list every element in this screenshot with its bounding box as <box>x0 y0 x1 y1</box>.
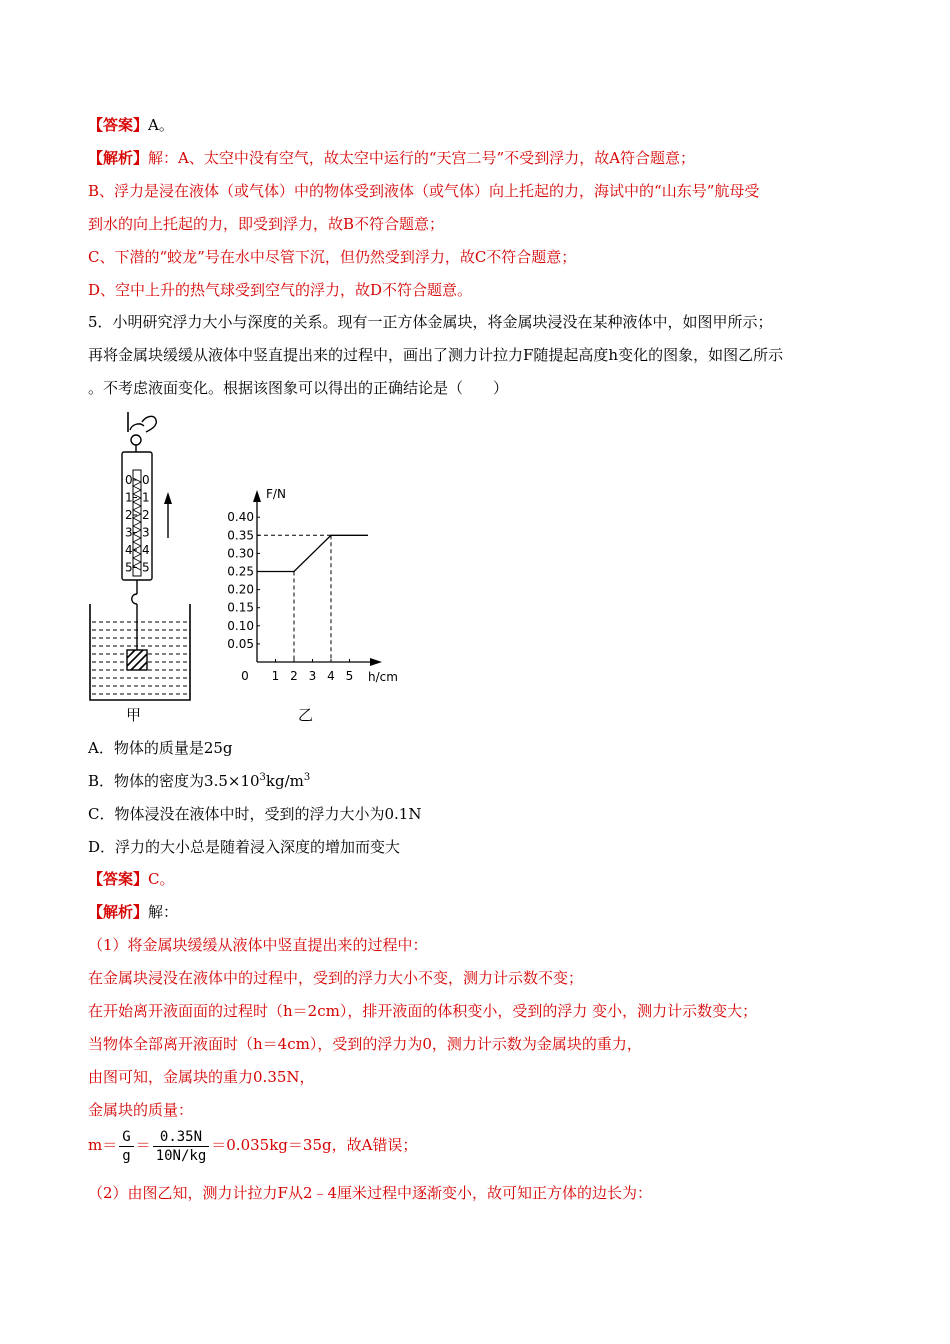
fraction-g-over-g <box>119 1128 133 1165</box>
fraction-weight-over-g <box>153 1128 210 1165</box>
y-tick-label: 0.35 <box>227 528 254 543</box>
scale-tick-label-right: 3 <box>142 525 150 540</box>
option-b-text: B．物体的密度为3.5×10 <box>88 772 260 790</box>
fraction-numerator: 0.35N <box>153 1128 210 1147</box>
option-a: A．物体的质量是25g <box>88 739 233 757</box>
x-tick-label: 1 <box>271 669 280 683</box>
figure-jia-caption: 甲 <box>126 706 142 724</box>
x-tick-label: 0 <box>241 669 249 683</box>
solution-line-2: 在金属块浸没在液体中的过程中，受到的浮力大小不变，测力计示数不变； <box>88 969 584 987</box>
y-axis-label: F/N <box>266 487 286 501</box>
option-c: C．物体浸没在液体中时，受到的浮力大小为0.1N <box>88 805 422 823</box>
metal-block <box>127 650 147 670</box>
figure-yi-chart <box>218 478 418 688</box>
y-tick-label: 0.25 <box>227 564 254 579</box>
y-tick-label: 0.05 <box>227 636 254 651</box>
scale-tick-label-right: 1 <box>142 490 150 505</box>
figure-yi-caption: 乙 <box>298 706 314 724</box>
scale-tick-label-left: 3 <box>125 525 133 540</box>
scale-tick-label-right: 0 <box>142 473 150 487</box>
scale-tick-label-right: 2 <box>142 508 150 522</box>
y-tick-label: 0.30 <box>227 546 254 561</box>
analysis-b-line1: B、浮力是浸在液体（或气体）中的物体受到液体（或气体）向上托起的力，海试中的“山东号”航母受 <box>88 182 760 200</box>
analysis-d-line: D、空中上升的热气球受到空气的浮力，故D不符合题意。 <box>88 281 473 299</box>
formula-suffix: ＝0.035kg＝35g，故A错误； <box>211 1136 418 1154</box>
mass-formula <box>88 1125 417 1165</box>
option-d: D．浮力的大小总是随着浸入深度的增加而变大 <box>88 838 401 856</box>
prev-answer-line <box>88 115 174 135</box>
solution-line-1: （1）将金属块缓缓从液体中竖直提出来的过程中： <box>88 936 428 954</box>
solution-analysis-label: 【解析】 <box>88 903 149 921</box>
scale-tick-label-left: 4 <box>125 543 133 557</box>
x-tick-label: 4 <box>327 669 335 683</box>
analysis-label: 【解析】 <box>88 149 149 167</box>
force-height-chart <box>218 478 418 688</box>
option-b-exponent: 3 <box>259 772 266 783</box>
formula-equals: ＝ <box>135 1136 151 1154</box>
solution-line-5: 由图可知，金属块的重力0.35N， <box>88 1068 315 1086</box>
y-axis-arrow <box>253 490 261 502</box>
x-tick-label: 3 <box>308 669 317 683</box>
x-tick-label: 5 <box>345 669 354 683</box>
scale-tick-label-right: 5 <box>142 560 150 575</box>
fraction-denominator: g <box>122 1147 131 1164</box>
prev-analysis-line <box>88 148 695 168</box>
solution-answer-value: C。 <box>148 870 175 888</box>
y-tick-label: 0.10 <box>227 618 254 633</box>
solution-answer-label: 【答案】 <box>88 870 149 888</box>
fraction-numerator: G <box>119 1128 133 1147</box>
formula-prefix: m＝ <box>88 1136 118 1154</box>
scale-tick-label-left: 5 <box>125 560 133 575</box>
y-tick-label: 0.40 <box>227 510 254 525</box>
option-b <box>88 771 310 791</box>
question-line-1: 5．小明研究浮力大小与深度的关系。现有一正方体金属块，将金属块浸没在某种液体中，如图甲所示； <box>88 313 773 331</box>
scale-tick-label-left: 1 <box>125 490 133 505</box>
analysis-b-line2: 到水的向上托起的力，即受到浮力，故B不符合题意； <box>88 215 445 233</box>
figure-jia <box>84 408 204 728</box>
scale-tick-label-left: 2 <box>125 508 133 522</box>
x-axis-label: h/cm <box>368 670 398 684</box>
question-line-3: 。不考虑液面变化。根据该图象可以得出的正确结论是（ ） <box>88 379 509 397</box>
solution-line-7: （2）由图乙知，测力计拉力F从2﹣4厘米过程中逐渐变小，故可知正方体的边长为： <box>88 1184 653 1202</box>
series-line <box>257 535 368 571</box>
scale-tick-label-left: 0 <box>125 473 133 487</box>
solution-line-6: 金属块的质量： <box>88 1101 194 1119</box>
answer-label: 【答案】 <box>88 116 149 134</box>
solution-analysis-line <box>88 902 178 922</box>
solution-line-3: 在开始离开液面面的过程时（h＝2cm），排开液面的体积变小，受到的浮力 变小，测力计示数变大； <box>88 1002 758 1020</box>
question-line-2: 再将金属块缓缓从液体中竖直提出来的过程中，画出了测力计拉力F随提起高度h变化的图象，如图乙所示 <box>88 346 784 364</box>
x-axis-arrow <box>370 658 382 666</box>
option-b-unit: kg/m <box>265 772 304 790</box>
analysis-text: 解：A、太空中没有空气，故太空中运行的“天宫二号”不受到浮力，故A符合题意； <box>148 149 696 167</box>
spring-scale-diagram <box>84 408 204 728</box>
solution-answer-line <box>88 869 175 889</box>
y-tick-label: 0.15 <box>227 600 254 615</box>
x-tick-label: 2 <box>290 669 298 683</box>
option-b-unit-exponent: 3 <box>303 772 311 783</box>
answer-value: A。 <box>148 116 174 134</box>
solution-analysis-text: 解： <box>148 903 179 921</box>
solution-line-4: 当物体全部离开液面时（h＝4cm），受到的浮力为0，测力计示数为金属块的重力， <box>88 1035 642 1053</box>
fraction-denominator: 10N/kg <box>155 1147 207 1164</box>
y-tick-label: 0.20 <box>227 582 254 597</box>
scale-tick-label-right: 4 <box>142 543 150 557</box>
analysis-c-line: C、下潜的“蛟龙”号在水中尽管下沉，但仍然受到浮力，故C不符合题意； <box>88 248 577 266</box>
